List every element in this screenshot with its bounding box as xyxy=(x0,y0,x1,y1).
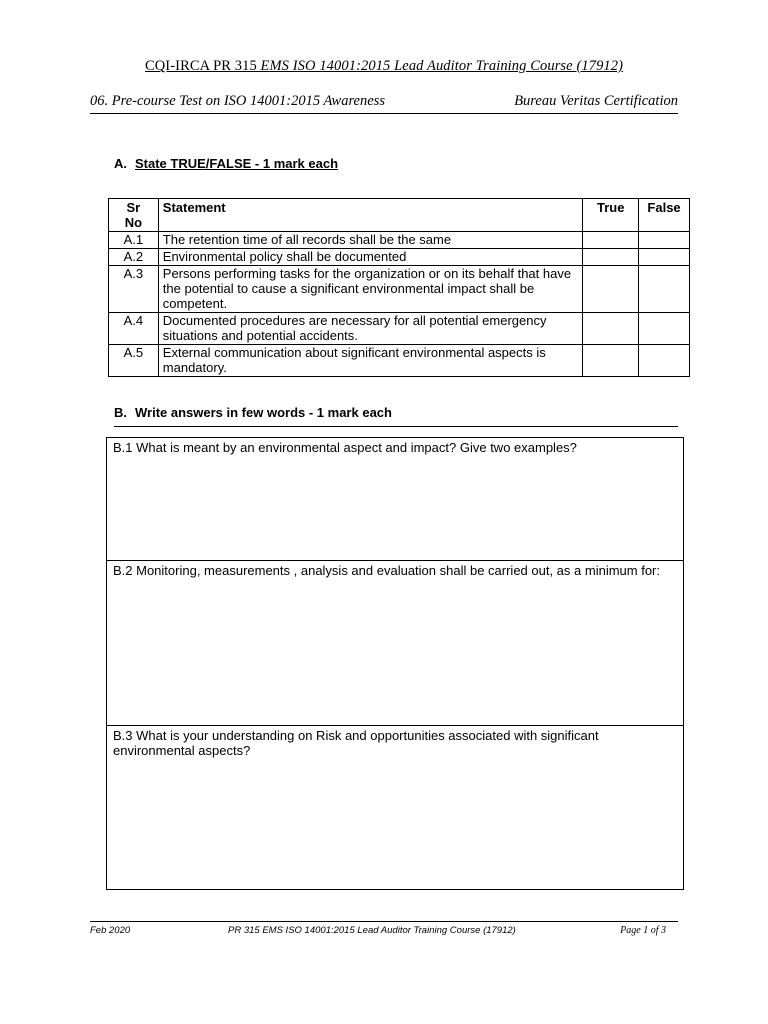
footer-course: PR 315 EMS ISO 14001:2015 Lead Auditor Training Course (17912) xyxy=(228,925,516,936)
answer-box-b1[interactable] xyxy=(106,437,684,561)
true-cell[interactable] xyxy=(583,266,639,313)
question-b2: B.2 Monitoring, measurements , analysis and evaluation shall be carried out, as a minimum for: xyxy=(113,563,660,578)
false-cell[interactable] xyxy=(639,313,690,345)
footer-page-number: Page 1 of 3 xyxy=(620,925,666,936)
question-b3: B.3 What is your understanding on Risk and opportunities associated with significant environmental aspects? xyxy=(113,728,599,758)
page-footer xyxy=(90,921,678,936)
section-a-label: A. xyxy=(114,156,127,171)
header-subtitle xyxy=(90,93,678,114)
header-subtitle-right: Bureau Veritas Certification xyxy=(514,93,678,109)
header-subtitle-left: 06. Pre-course Test on ISO 14001:2015 Awareness xyxy=(90,93,385,109)
table-header-row xyxy=(109,199,690,232)
false-cell[interactable] xyxy=(639,249,690,266)
true-cell[interactable] xyxy=(583,313,639,345)
row-sr: A.1 xyxy=(109,232,159,249)
true-cell[interactable] xyxy=(583,345,639,377)
row-statement: The retention time of all records shall be the same xyxy=(158,232,583,249)
answer-box-b2[interactable] xyxy=(106,560,684,726)
section-b-heading xyxy=(114,405,678,427)
table-row xyxy=(109,345,690,377)
col-header-statement: Statement xyxy=(158,199,583,232)
question-b1: B.1 What is meant by an environmental aspect and impact? Give two examples? xyxy=(113,440,577,455)
header-title xyxy=(0,58,768,75)
header-title-prefix: CQI-IRCA PR 315 xyxy=(144,58,261,74)
true-cell[interactable] xyxy=(583,249,639,266)
section-a-heading xyxy=(114,156,338,171)
row-statement: External communication about significant environmental aspects is mandatory. xyxy=(158,345,583,377)
true-cell[interactable] xyxy=(583,232,639,249)
footer-date: Feb 2020 xyxy=(90,925,131,936)
row-sr: A.4 xyxy=(109,313,159,345)
false-cell[interactable] xyxy=(639,345,690,377)
row-statement: Environmental policy shall be documented xyxy=(158,249,583,266)
answer-box-b3[interactable] xyxy=(106,725,684,890)
table-row xyxy=(109,313,690,345)
table-row xyxy=(109,266,690,313)
col-header-false: False xyxy=(639,199,690,232)
section-a-title: State TRUE/FALSE - 1 mark each xyxy=(135,156,339,171)
row-sr: A.2 xyxy=(109,249,159,266)
table-row xyxy=(109,232,690,249)
section-b-title: Write answers in few words - 1 mark each xyxy=(135,405,392,420)
table-row xyxy=(109,249,690,266)
row-statement: Persons performing tasks for the organization or on its behalf that have the potential to cause a significant environmental impact shall be competent. xyxy=(158,266,583,313)
false-cell[interactable] xyxy=(639,266,690,313)
row-sr: A.5 xyxy=(109,345,159,377)
true-false-table xyxy=(108,198,690,377)
section-b-label: B. xyxy=(114,405,127,420)
col-header-true: True xyxy=(583,199,639,232)
row-sr: A.3 xyxy=(109,266,159,313)
row-statement: Documented procedures are necessary for all potential emergency situations and potential accidents. xyxy=(158,313,583,345)
header-title-course: EMS ISO 14001:2015 Lead Auditor Training Course (17912) xyxy=(260,58,624,74)
col-header-sr-no: Sr No xyxy=(109,199,159,232)
false-cell[interactable] xyxy=(639,232,690,249)
